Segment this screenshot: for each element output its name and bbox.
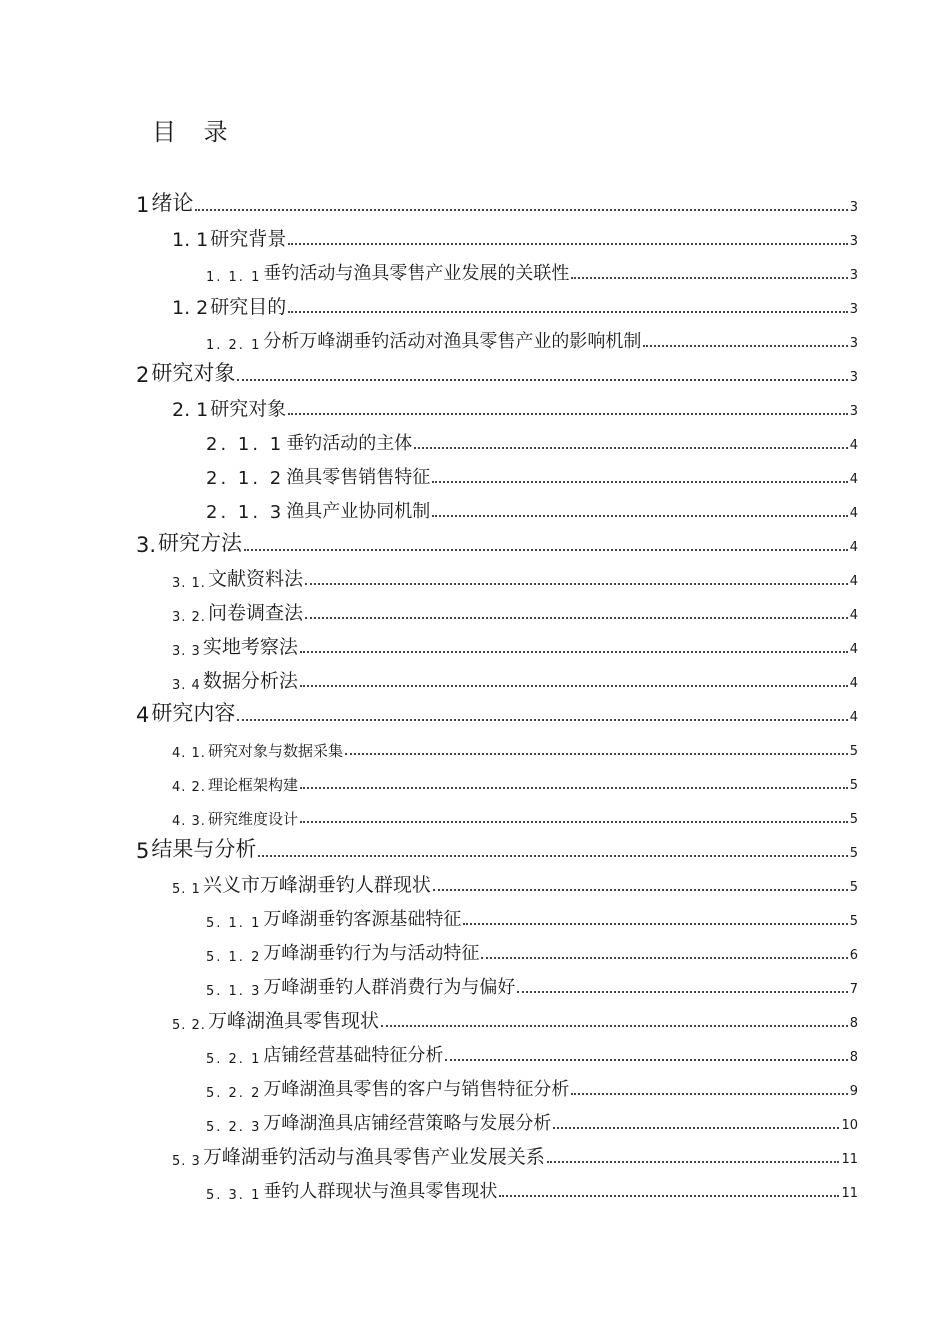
entry-title: 研究对象 <box>151 361 236 385</box>
leader-dots <box>288 309 847 313</box>
entry-title: 研究对象 <box>210 398 287 420</box>
entry-number: 5. 3. 1 <box>206 1188 262 1203</box>
entry-title: 渔具产业协同机制 <box>286 501 431 522</box>
entry-page: 3 <box>849 370 858 385</box>
leader-dots <box>300 683 848 687</box>
entry-title: 理论框架构建 <box>207 776 298 794</box>
leader-dots <box>553 1125 839 1129</box>
entry-page: 4 <box>849 710 858 725</box>
toc-entry[interactable] <box>172 999 858 1033</box>
leader-dots <box>463 921 847 925</box>
entry-page: 5 <box>849 846 858 861</box>
entry-page: 4 <box>849 676 858 691</box>
entry-title: 文献资料法 <box>207 568 303 590</box>
entry-page: 3 <box>849 404 858 419</box>
leader-dots <box>237 377 847 381</box>
leader-dots <box>571 275 847 279</box>
entry-page: 3 <box>849 302 858 317</box>
entry-number: 1. 1 <box>172 229 209 251</box>
entry-title: 垂钓活动的主体 <box>286 433 413 454</box>
entry-title: 研究目的 <box>210 296 287 318</box>
toc-entry[interactable] <box>206 897 858 931</box>
toc-entry[interactable] <box>172 217 858 251</box>
leader-dots <box>305 615 848 619</box>
leader-dots <box>432 479 847 483</box>
entry-page: 11 <box>841 1152 858 1167</box>
entry-title: 万峰湖渔具零售现状 <box>207 1010 379 1032</box>
entry-number: 5. 1 <box>172 882 201 897</box>
leader-dots <box>433 887 848 891</box>
leader-dots <box>517 989 847 993</box>
leader-dots <box>288 241 847 245</box>
entry-page: 8 <box>849 1016 858 1031</box>
toc-entry[interactable] <box>206 965 858 999</box>
entry-number: 2. 1 <box>172 399 209 421</box>
leader-dots <box>288 411 847 415</box>
entry-title: 数据分析法 <box>202 670 298 692</box>
toc-entry[interactable] <box>206 1169 858 1203</box>
entry-title: 兴义市万峰湖垂钓人群现状 <box>202 874 431 896</box>
entry-number: 1. 2. 1 <box>206 338 262 353</box>
leader-dots <box>244 547 848 551</box>
toc-entry[interactable] <box>206 1101 858 1135</box>
entry-number: 5. 2. 3 <box>206 1120 262 1135</box>
entry-title: 垂钓人群现状与渔具零售现状 <box>263 1181 498 1202</box>
entry-number: 5. 1. 2 <box>206 950 262 965</box>
entry-title: 店铺经营基础特征分析 <box>263 1045 444 1066</box>
entry-page: 4 <box>849 540 858 555</box>
entry-page: 3 <box>849 200 858 215</box>
toc-entry[interactable] <box>136 353 858 387</box>
entry-number: 3. 1. <box>172 576 206 591</box>
entry-title: 实地考察法 <box>202 636 298 658</box>
toc-entry[interactable] <box>172 1135 858 1169</box>
toc-title: 目 录 <box>152 118 238 146</box>
toc-entry[interactable] <box>206 251 858 285</box>
entry-page: 4 <box>849 472 858 487</box>
entry-number: 1. 1. 1 <box>206 270 262 285</box>
toc-entry[interactable] <box>206 455 858 489</box>
leader-dots <box>258 853 847 857</box>
toc-entry[interactable] <box>206 931 858 965</box>
entry-title: 分析万峰湖垂钓活动对渔具零售产业的影响机制 <box>263 331 642 352</box>
entry-title: 万峰湖垂钓客源基础特征 <box>263 909 462 930</box>
entry-page: 5 <box>849 812 858 827</box>
leader-dots <box>499 1193 839 1197</box>
entry-title: 万峰湖垂钓活动与渔具零售产业发展关系 <box>202 1146 545 1168</box>
leader-dots <box>414 445 847 449</box>
leader-dots <box>481 955 847 959</box>
entry-title: 万峰湖垂钓人群消费行为与偏好 <box>263 977 516 998</box>
entry-number: 2. 1. 2 <box>206 468 285 489</box>
entry-title: 万峰湖渔具店铺经营策略与发展分析 <box>263 1113 552 1134</box>
toc-entry[interactable] <box>172 591 858 625</box>
entry-page: 4 <box>849 608 858 623</box>
leader-dots <box>432 513 847 517</box>
entry-number: 5. 2. 1 <box>206 1052 262 1067</box>
entry-page: 10 <box>841 1118 858 1133</box>
entry-page: 8 <box>849 1050 858 1065</box>
entry-page: 5 <box>849 914 858 929</box>
entry-number: 5. 2. <box>172 1018 206 1033</box>
entry-page: 5 <box>849 744 858 759</box>
toc-entry[interactable] <box>172 795 858 829</box>
leader-dots <box>345 751 848 755</box>
leader-dots <box>300 785 848 789</box>
leader-dots <box>571 1091 847 1095</box>
toc-entry[interactable] <box>172 387 858 421</box>
entry-number: 5. 1. 3 <box>206 984 262 999</box>
toc-entry[interactable] <box>172 761 858 795</box>
entry-title: 结果与分析 <box>151 837 257 861</box>
entry-title: 研究对象与数据采集 <box>207 742 343 760</box>
entry-number: 2. 1. 3 <box>206 502 285 523</box>
entry-title: 绪论 <box>151 191 194 215</box>
leader-dots <box>381 1023 848 1027</box>
entry-page: 9 <box>849 1084 858 1099</box>
entry-page: 5 <box>849 880 858 895</box>
entry-number: 2. 1. 1 <box>206 434 285 455</box>
leader-dots <box>300 819 848 823</box>
entry-number: 4. 2. <box>172 780 206 795</box>
leader-dots <box>547 1159 840 1163</box>
entry-number: 2 <box>136 363 150 387</box>
entry-title: 研究维度设计 <box>207 810 298 828</box>
entry-title: 研究方法 <box>158 531 243 555</box>
entry-number: 3. 3 <box>172 644 201 659</box>
entry-page: 11 <box>841 1186 858 1201</box>
leader-dots <box>300 649 848 653</box>
entry-number: 3. 2. <box>172 610 206 625</box>
entry-number: 1 <box>136 193 150 217</box>
toc-entry[interactable] <box>172 285 858 319</box>
toc-entry[interactable] <box>206 1067 858 1101</box>
toc-entry[interactable] <box>172 557 858 591</box>
toc-entry[interactable] <box>206 319 858 353</box>
leader-dots <box>195 207 847 211</box>
toc-entry[interactable] <box>136 829 858 863</box>
entry-title: 问卷调查法 <box>207 602 303 624</box>
toc-entry[interactable] <box>172 659 858 693</box>
entry-page: 6 <box>849 948 858 963</box>
entry-page: 3 <box>849 268 858 283</box>
entry-title: 渔具零售销售特征 <box>286 467 431 488</box>
leader-dots <box>305 581 848 585</box>
entry-page: 4 <box>849 574 858 589</box>
entry-number: 5. 3 <box>172 1154 201 1169</box>
entry-number: 4 <box>136 703 150 727</box>
leader-dots <box>643 343 847 347</box>
entry-title: 研究内容 <box>151 701 236 725</box>
toc-entry[interactable] <box>206 421 858 455</box>
entry-title: 垂钓活动与渔具零售产业发展的关联性 <box>263 263 570 284</box>
toc-entry[interactable] <box>206 1033 858 1067</box>
toc-entry[interactable] <box>172 625 858 659</box>
toc-entry[interactable] <box>172 727 858 761</box>
entry-page: 4 <box>849 642 858 657</box>
entry-number: 5. 2. 2 <box>206 1086 262 1101</box>
entry-title: 万峰湖垂钓行为与活动特征 <box>263 943 480 964</box>
toc-entry[interactable] <box>136 523 858 557</box>
entry-number: 5 <box>136 839 150 863</box>
entry-number: 4. 3. <box>172 814 206 829</box>
entry-number: 4. 1. <box>172 746 206 761</box>
entry-page: 4 <box>849 506 858 521</box>
leader-dots <box>237 717 847 721</box>
toc-entry[interactable] <box>206 489 858 523</box>
entry-number: 3. 4 <box>172 678 201 693</box>
entry-number: 3. <box>136 533 157 557</box>
entry-page: 3 <box>849 336 858 351</box>
entry-page: 7 <box>849 982 858 997</box>
entry-title: 研究背景 <box>210 228 287 250</box>
entry-title: 万峰湖渔具零售的客户与销售特征分析 <box>263 1079 570 1100</box>
leader-dots <box>445 1057 847 1061</box>
entry-page: 5 <box>849 778 858 793</box>
entry-page: 3 <box>849 234 858 249</box>
entry-number: 5. 1. 1 <box>206 916 262 931</box>
entry-number: 1. 2 <box>172 297 209 319</box>
entry-page: 4 <box>849 438 858 453</box>
toc-entry[interactable] <box>136 183 858 217</box>
toc-entry[interactable] <box>136 693 858 727</box>
toc-entry[interactable] <box>172 863 858 897</box>
